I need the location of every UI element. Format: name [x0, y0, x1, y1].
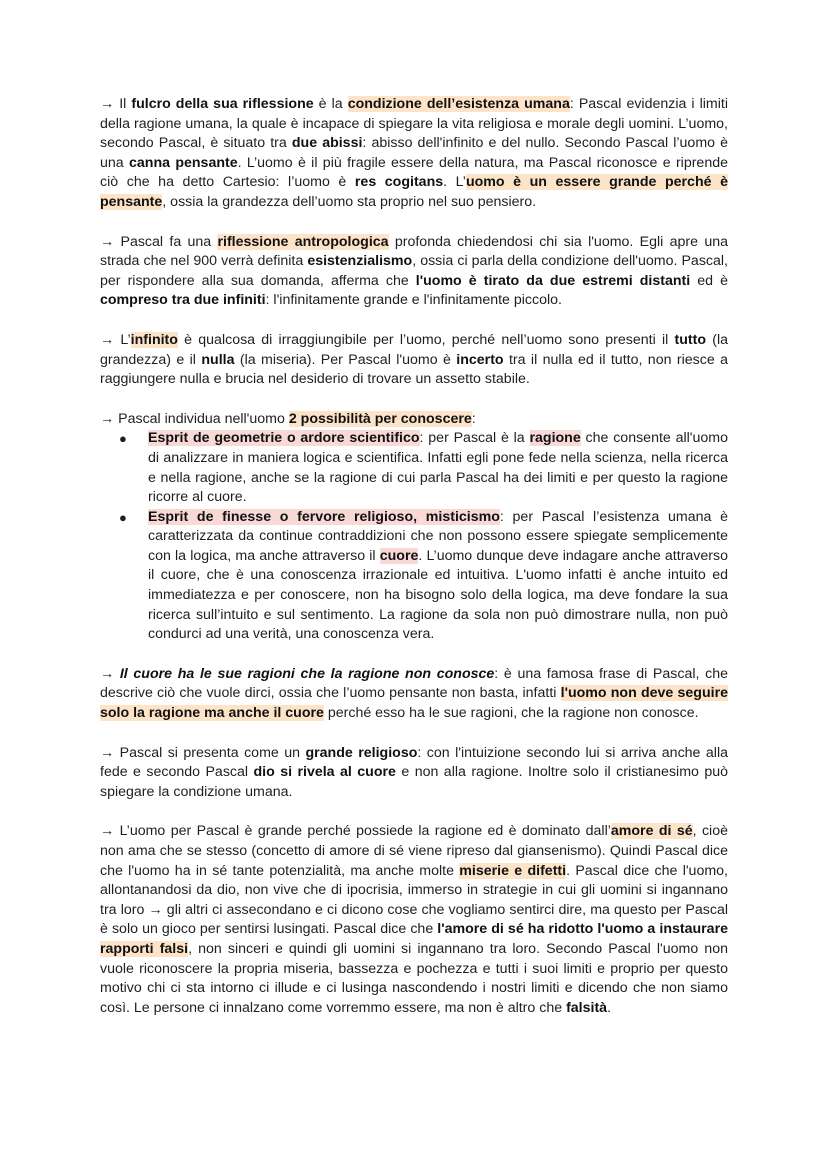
text-run: :	[471, 410, 476, 427]
text-run: . Pascal dice che l'uomo, allontanandosi da dio, non vive che di ipocrisia, immerso in strategie in cui gli uomini si ingannano tra loro → gli altri ci assecondano e ci dicono cose che vogliamo sentirci dire, ma questo per Pascal è solo un gioco per sentirsi lusingati. Pascal dice che	[100, 862, 728, 938]
highlighted-text: infinito	[130, 331, 178, 348]
text-run: profonda chiedendosi chi sia l'uomo. Egli apre una strada che nel 900 verrà definita	[100, 233, 728, 270]
list-item	[119, 508, 728, 645]
highlighted-text: cuore	[379, 547, 419, 564]
highlighted-text: condizione dell’esistenza umana	[347, 96, 570, 112]
text-run: → Pascal si presenta come un	[100, 744, 306, 761]
highlighted-text: amore di sé	[610, 823, 693, 840]
text-run: : per Pascal l’esistenza umana è caratterizzata da continue contraddizioni che non possono essere spiegate semplicemente con la logica, ma anche attraverso il	[148, 508, 728, 564]
text-run: → Pascal fa una	[100, 233, 218, 250]
text-run: : Pascal evidenzia i limiti della ragione umana, la quale è incapace di spiegare la vita religiosa e morale degli uomini. L’uomo, secondo Pascal, è situato tra	[100, 96, 728, 152]
bold-text: nulla	[201, 351, 235, 368]
bold-text	[120, 666, 494, 682]
text-run: : è una famosa frase di Pascal, che descrive ciò che vuole dirci, ossia che l’uomo pensante non basta, infatti	[100, 665, 728, 702]
highlighted-text: rapporti falsi	[100, 940, 189, 957]
bullet-icon: ●	[119, 509, 127, 525]
highlighted-text: l'uomo non deve seguire solo la ragione ma anche il cuore	[100, 685, 728, 722]
bold-text: res cogitans	[354, 174, 444, 191]
bold-text: grande religioso	[305, 744, 418, 761]
text-run: che consente all'uomo di analizzare in maniera logica e scientifica. Infatti egli pone fede nella scienza, nella ricerca e nella ragione, anche se la ragione di cui parla Pascal ha dei limiti e per questo la ragione ricorre al cuore.	[148, 430, 728, 506]
text-run: .	[607, 999, 612, 1016]
text-run: tra il nulla ed il tutto, non riesce a raggiungere nulla e brucia nel desiderio di trovare un assetto stabile.	[100, 351, 729, 388]
text-run: → Il	[100, 96, 132, 112]
emphasis-text: Il cuore ha le sue ragioni che la ragione non conosce	[119, 665, 495, 682]
list-intro-paragraph	[100, 410, 728, 430]
highlighted-text: miserie e difetti	[459, 862, 567, 879]
text-run: è qualcosa di irraggiungibile per l’uomo, perché nell’uomo sono presenti il	[177, 331, 675, 348]
bold-text: esistenzialismo	[307, 253, 413, 270]
bullet-icon: ●	[119, 431, 127, 447]
text-run: →	[100, 665, 120, 682]
bold-text: falsità	[566, 999, 608, 1016]
bold-text: canna pensante	[129, 154, 238, 171]
text-run: ed è	[690, 272, 728, 289]
bold-text: dio si rivela al cuore	[253, 764, 396, 781]
highlighted-text: ragione	[529, 430, 581, 447]
text-run: , cioè non ama che se stesso (concetto di amore di sé viene ripreso dal giansenismo). Quindi Pascal dice che l'uomo ha in sé tante potenzialità, ma anche molte	[100, 823, 728, 879]
highlighted-text: riflessione antropologica	[217, 233, 389, 250]
highlighted-text: uomo è un essere grande perché è pensante	[100, 174, 728, 210]
text-run: e non alla ragione. Inoltre solo il cristianesimo può spiegare la condizione umana.	[100, 764, 729, 800]
highlighted-text: 2 possibilità per conoscere	[288, 410, 472, 427]
bullet-list	[100, 429, 728, 645]
document-page	[100, 95, 728, 1038]
highlighted-text: Esprit de finesse o fervore religioso, misticismo	[148, 508, 500, 525]
text-run: : con l'intuizione secondo lui si arriva anche alla fede e secondo Pascal	[100, 744, 728, 781]
text-run: . L’uomo è il più fragile essere della natura, ma Pascal riconosce e riprende ciò che ha detto Cartesio: l’uomo è	[100, 154, 728, 191]
text-run: (la miseria). Per Pascal l'uomo è	[234, 351, 457, 368]
text-run: è la	[313, 96, 348, 112]
paragraph	[100, 665, 728, 724]
bold-text: tutto	[674, 331, 707, 348]
paragraph	[100, 744, 728, 803]
bold-text: fulcro della sua riflessione	[131, 96, 314, 112]
text-run: . L’uomo dunque deve indagare anche attraverso il cuore, che è una conoscenza irrazionale ed intuitiva. L'uomo infatti è anche intuito ed immediatezza e per conoscere, non ha bisogno solo della logica, ma deve fondare la sua ricerca sull’intuito e sul sentimento. La ragione da sola non può dimostrare nulla, non può condurci ad una verità, una conoscenza vera.	[148, 547, 728, 643]
paragraph	[100, 822, 728, 1018]
bold-text: l'uomo è tirato da due estremi distanti	[415, 272, 691, 289]
text-run: , ossia la grandezza dell’uomo sta proprio nel suo pensiero.	[162, 193, 537, 210]
text-run: . L’	[443, 174, 466, 191]
bold-text: l'amore di sé ha ridotto l'uomo a instaurare	[437, 921, 728, 938]
paragraph	[100, 331, 728, 390]
text-run: : per Pascal è la	[419, 430, 530, 447]
list-item	[119, 429, 728, 507]
bold-text: due abissi	[291, 135, 363, 152]
text-run: perché esso ha le sue ragioni, che la ragione non conosce.	[323, 705, 699, 722]
text-run: , ossia ci parla della condizione dell'uomo. Pascal, per rispondere alla sua domanda, afferma che	[100, 253, 728, 289]
paragraph	[100, 233, 728, 311]
bold-text: incerto	[456, 351, 504, 368]
text-run: , non sinceri e quindi gli uomini si ingannano tra loro. Secondo Pascal l'uomo non vuole riconoscere la propria miseria, bassezza e pochezza e tutti i suoi limiti e proprio per questo motivo chi ci sta intorno ci illude e ci lusinga nascondendo i nostri limiti e dicendo che non siamo così. Le persone ci innalzano come vorremmo essere, ma non è altro che	[100, 940, 728, 1016]
text-run: → L’uomo per Pascal è grande perché possiede la ragione ed è dominato dall’	[100, 823, 611, 840]
paragraph	[100, 95, 728, 213]
bold-text: compreso tra due infiniti	[100, 292, 266, 309]
text-run: → Pascal individua nell'uomo	[100, 410, 289, 427]
text-run: → L’	[100, 331, 131, 348]
text-run: : l'infinitamente grande e l'infinitamente piccolo.	[265, 292, 562, 309]
text-run: : abisso dell'infinito e del nullo. Secondo Pascal l’uomo è una	[100, 135, 729, 171]
highlighted-text: Esprit de geometrie o ardore scientifico	[148, 430, 420, 447]
text-run: (la grandezza) e il	[100, 331, 728, 368]
